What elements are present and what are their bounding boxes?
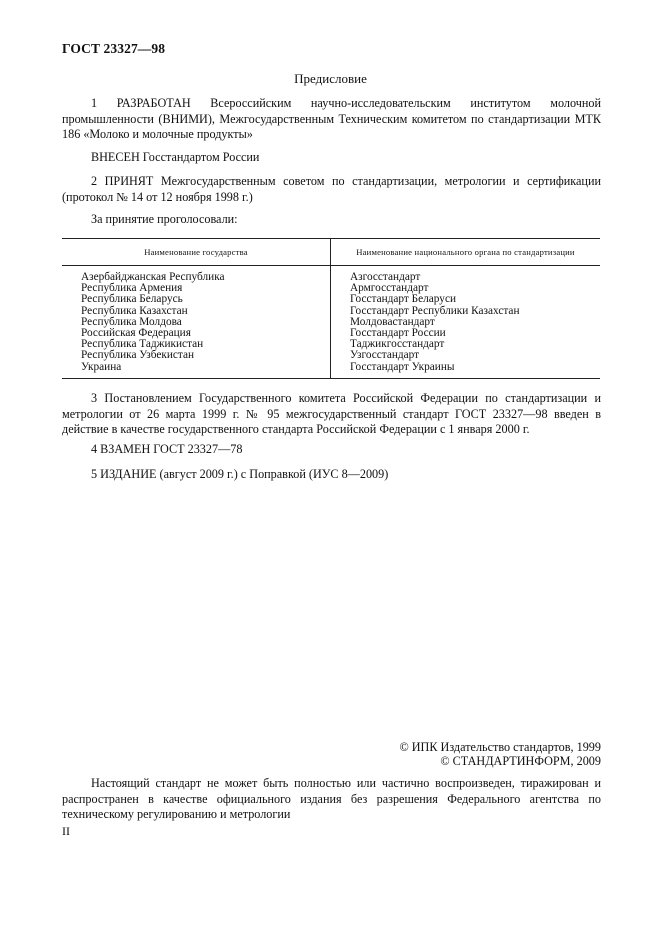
table-cell-state: Республика Узбекистан [81, 349, 195, 362]
introduced-by-paragraph: ВНЕСЕН Госстандартом России [91, 150, 260, 164]
copyright-line-1: © ИПК Издательство стандартов, 1999 [399, 740, 601, 754]
states-column [81, 272, 225, 373]
table-cell-standards-body: Госстандарт Беларуси [350, 293, 457, 306]
table-cell-state: Республика Армения [81, 282, 183, 295]
table-cell-state: Республика Молдова [81, 315, 182, 328]
vote-intro-paragraph: За принятие проголосовали: [91, 212, 238, 226]
table-cell-standards-body: Таджикгосстандарт [350, 338, 445, 351]
document-code-header: ГОСТ 23327—98 [62, 41, 166, 56]
table-header-state: Наименование государства [144, 247, 248, 257]
copyright-block [399, 740, 601, 768]
enacted-paragraph: 3 Постановлением Государственного комитета Российской Федерации по стандартизации и метрологии от 26 марта 1999 г. № 95 межгосударственный стандарт ГОСТ 23327—98 введен в действие в качестве государственного стандарта Российской Федерации с 1 января 2000 г. [62, 391, 601, 437]
table-cell-standards-body: Армгосстандарт [350, 282, 429, 295]
table-header-divider [62, 265, 600, 266]
table-cell-state: Украина [81, 360, 122, 373]
table-cell-standards-body: Госстандарт России [350, 327, 446, 340]
table-cell-standards-body: Госстандарт Республики Казахстан [350, 304, 520, 317]
developed-by-paragraph: 1 РАЗРАБОТАН Всероссийским научно-исследовательским институтом молочной промышленности (ВНИМИ), Межгосударственным Техническим комитетом по стандартизации МТК 186 «Молоко и молочные продукты» [62, 96, 601, 142]
replaces-paragraph: 4 ВЗАМЕН ГОСТ 23327—78 [91, 442, 243, 456]
table-cell-standards-body: Азгосстандарт [350, 271, 421, 283]
table-cell-standards-body: Узгосстандарт [350, 349, 420, 362]
page-number: II [62, 824, 70, 838]
standards-bodies-column [350, 272, 520, 373]
voting-countries-table [62, 238, 600, 379]
table-cell-standards-body: Молдовастандарт [350, 315, 435, 328]
table-cell-standards-body: Госстандарт Украины [350, 360, 455, 373]
table-column-divider [330, 239, 331, 378]
edition-paragraph: 5 ИЗДАНИЕ (август 2009 г.) с Поправкой (ИУС 8—2009) [91, 467, 389, 481]
table-cell-state: Азербайджанская Республика [81, 271, 225, 283]
table-cell-state: Республика Таджикистан [81, 338, 204, 351]
table-header-standards-body: Наименование национального органа по стандартизации [356, 247, 575, 257]
reproduction-notice: Настоящий стандарт не может быть полностью или частично воспроизведен, тиражирован и распространен в качестве официального издания без разрешения Федерального агентства по техническому регулированию и метрологии [62, 776, 601, 822]
table-cell-state: Республика Казахстан [81, 304, 188, 317]
table-cell-state: Республика Беларусь [81, 293, 183, 306]
foreword-title: Предисловие [294, 71, 367, 86]
copyright-line-2: © СТАНДАРТИНФОРМ, 2009 [440, 754, 601, 769]
adopted-by-paragraph: 2 ПРИНЯТ Межгосударственным советом по стандартизации, метрологии и сертификации (протокол № 14 от 12 ноября 1998 г.) [62, 174, 601, 204]
table-cell-state: Российская Федерация [81, 327, 191, 340]
